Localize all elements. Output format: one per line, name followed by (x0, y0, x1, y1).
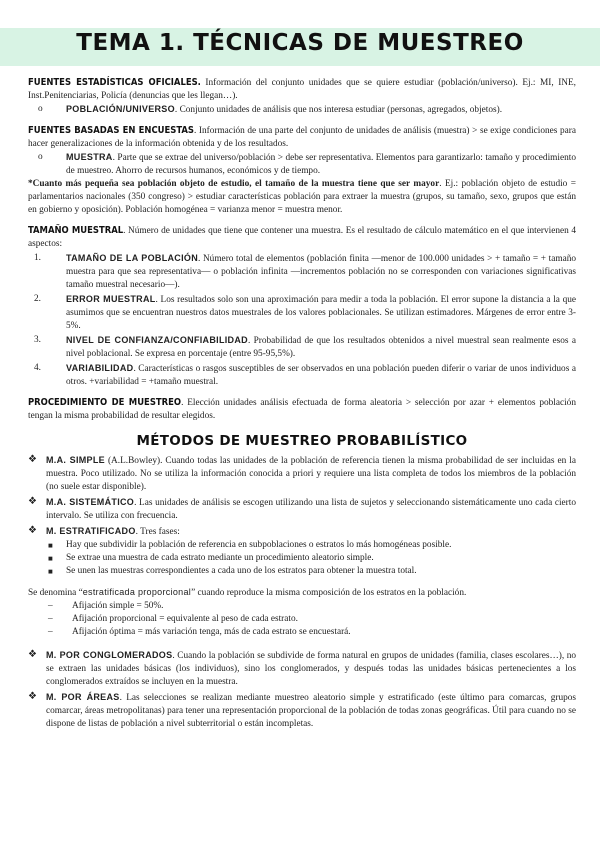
circle-bullet-icon: o (38, 104, 43, 114)
list-item (28, 649, 576, 689)
term-label: M.A. SISTEMÁTICO (46, 497, 135, 507)
term-label: MUESTRA (66, 152, 113, 162)
list-item (28, 293, 576, 333)
term-text: . Número total de elementos (población finita —menor de 100.000 unidades > + tamaño = + tamaño muestra para que sea representativa— o población infinita —incrementos población no se corresponden con variaciones significativas tamaño muestral necesario—). (66, 254, 576, 290)
section-procedimiento (28, 396, 576, 423)
list-item (28, 691, 576, 731)
paragraph-text: Información del conjunto unidades que se quiere estudiar (población/universo). Ej.: MI, INE, Inst.Penitenciarias, Policía (denuncias que les llegan…). (28, 78, 577, 101)
section-fuentes-encuestas (28, 124, 576, 217)
term-label: VARIABILIDAD (66, 363, 134, 373)
square-bullet-icon: ■ (48, 554, 53, 563)
list-item (28, 334, 576, 361)
dash-bullet-icon: – (48, 627, 53, 637)
list-item (28, 362, 576, 389)
paragraph (28, 76, 576, 103)
paragraph (28, 224, 576, 251)
square-bullet-icon: ■ (48, 567, 53, 576)
section-heading: TAMAÑO MUESTRAL (28, 225, 124, 236)
section-fuentes-oficiales (28, 76, 576, 117)
list-item-text: Afijación proporcional = equivalente al peso de cada estrato. (72, 614, 298, 624)
term-text: . Características o rasgos susceptibles de ser observados en una población pueden diferir o variar de unos individuos a otros. +variabilidad = +tamaño muestral. (66, 364, 576, 387)
list-item (28, 539, 576, 552)
list-item-text: Afijación simple = 50%. (72, 601, 164, 611)
note-bold: *Cuanto más pequeña sea población objeto de estudio, el tamaño de la muestra tiene que ser mayor (28, 179, 440, 189)
diamond-bullet-icon: ❖ (28, 649, 37, 660)
list-item (28, 626, 576, 639)
term-label: M. POR ÁREAS (46, 692, 120, 702)
diamond-bullet-icon: ❖ (28, 496, 37, 507)
circle-bullet-icon: o (38, 152, 43, 162)
list-item (28, 496, 576, 523)
term-text: . Conjunto unidades de análisis que nos interesa estudiar (personas, agregados, objetos). (174, 105, 503, 115)
term-label: NIVEL DE CONFIANZA/CONFIABILIDAD (66, 335, 248, 345)
square-bullet-icon: ■ (48, 541, 53, 550)
page-title: TEMA 1. TÉCNICAS DE MUESTREO (76, 30, 524, 56)
list-item (28, 552, 576, 565)
paragraph: Se denomina “estratificada proporcional” cuando reproduce la misma composición de los estratos en la población. (28, 587, 467, 598)
list-item (28, 613, 576, 626)
section-title-metodos: MÉTODOS DE MUESTREO PROBABILÍSTICO (136, 433, 468, 449)
term-text: . Las unidades de análisis se escogen utilizando una lista de sujetos y seleccionando sistemáticamente uno cada cierto intervalo. Se utiliza con frecuencia. (46, 498, 576, 521)
paragraph (28, 396, 576, 423)
list-item (28, 252, 576, 292)
list-item (28, 525, 576, 539)
paragraph-text: . Información de una parte del conjunto de unidades de análisis (muestra) > se exige condiciones para hacer generalizaciones de la información obtenida y de los resultados. (28, 126, 577, 149)
term-text: . Las selecciones se realizan mediante muestreo aleatorio simple y estratificado (este último para comarcas, grupos comarcar, áreas metropolitanas) para tener una representación proporcional de la población de todas zonas geográficas. Útil para cuando no se dispone de listas de población a nivel subterritorial o están incompletas. (46, 693, 577, 729)
list-number: 1. (34, 253, 41, 263)
section-tamano-muestral (28, 224, 576, 389)
term-text: . Tres fases: (135, 527, 180, 537)
list-number: 3. (34, 335, 41, 345)
note-paragraph (28, 178, 576, 217)
term-text: (A.L.Bowley). Cuando todas las unidades de la población de referencia tienen la misma probabilidad de ser incluidas en la muestra. Poco utilizado. No se utiliza la información conocida a priori y requiere una lista completa de todos los miembros de la población (no suele estar disponible). (46, 456, 576, 492)
term-text: . Parte que se extrae del universo/población > debe ser representativa. Elementos para garantizarlo: tamaño y procedimiento de muestreo. Ahorro de recursos humanos, económicos y de tiempo. (66, 153, 576, 176)
diamond-bullet-icon: ❖ (28, 525, 37, 536)
section-heading: PROCEDIMIENTO DE MUESTREO (28, 397, 182, 408)
paragraph-text: . Número de unidades que tiene que contener una muestra. Es el resultado de cálculo matemático en el que intervienen 4 aspectos: (28, 226, 576, 249)
list-number: 4. (34, 363, 41, 373)
list-item-text: Hay que subdividir la población de referencia en subpoblaciones o estratos lo más homogéneas posible. (66, 540, 452, 550)
list-item (28, 600, 576, 613)
term-text: . Probabilidad de que los resultados obtenidos a nivel muestral sean realmente esos a nivel poblacional. Se expresa en porcentaje (entre 95-95,5%). (66, 336, 576, 359)
term-label: M. POR CONGLOMERADOS (46, 650, 173, 660)
list-item-text: Afijación óptima = más variación tenga, más de cada estrato se encuestará. (72, 627, 351, 637)
list-item (28, 454, 576, 494)
list-number: 2. (34, 294, 41, 304)
term-text: . Los resultados solo son una aproximación para medir a toda la población. El error supone la distancia a la que asumimos que se encuentran nuestros datos muestrales de los valores poblacionales. Se utilizan estimadores. Márgenes de error entre 3-5%. (66, 295, 576, 331)
list-item-text: Se extrae una muestra de cada estrato mediante un procedimiento aleatorio simple. (66, 553, 374, 563)
list-item-text: Se unen las muestras correspondientes a cada uno de los estratos para obtener la muestra total. (66, 566, 417, 576)
note-text: . Ej.: población objeto de estudio = parlamentarios nacionales (350 congreso) > estudiar características población para extraer la muestra (grupos, su tamaño, sexo, grupos que están en gobierno y oposición). Población homogénea = varianza menor = muestra menor. (28, 179, 576, 215)
section-heading: FUENTES BASADAS EN ENCUESTAS (28, 125, 194, 136)
term-label: estratificada proporcional (82, 587, 192, 597)
paragraph (28, 124, 576, 151)
dash-bullet-icon: – (48, 614, 53, 624)
term-label: POBLACIÓN/UNIVERSO (66, 104, 175, 114)
term-label: M.A. SIMPLE (46, 455, 105, 465)
term-label: M. ESTRATIFICADO (46, 526, 136, 536)
term-label: TAMAÑO DE LA POBLACIÓN (66, 253, 199, 263)
document-body (28, 76, 576, 731)
term-text: . Cuando la población se subdivide de forma natural en grupos de unidades (familia, clases escolares…), no se extraen las unidades básicas (los individuos), sino los conglomerados, y después todas las unidades básicas pertenecientes a los conglomerados extraídos se incluyen en la muestra. (46, 651, 576, 687)
list-item (28, 151, 576, 178)
dash-bullet-icon: – (48, 601, 53, 611)
list-item (28, 103, 576, 117)
term-label: ERROR MUESTRAL (66, 294, 156, 304)
list-item (28, 565, 576, 578)
section-heading: FUENTES ESTADÍSTICAS OFICIALES. (28, 77, 201, 88)
diamond-bullet-icon: ❖ (28, 454, 37, 465)
paragraph-text: . Elección unidades análisis efectuada de forma aleatoria > selección por azar + elementos población tengan la misma probabilidad de resultar elegidos. (28, 398, 576, 421)
diamond-bullet-icon: ❖ (28, 691, 37, 702)
